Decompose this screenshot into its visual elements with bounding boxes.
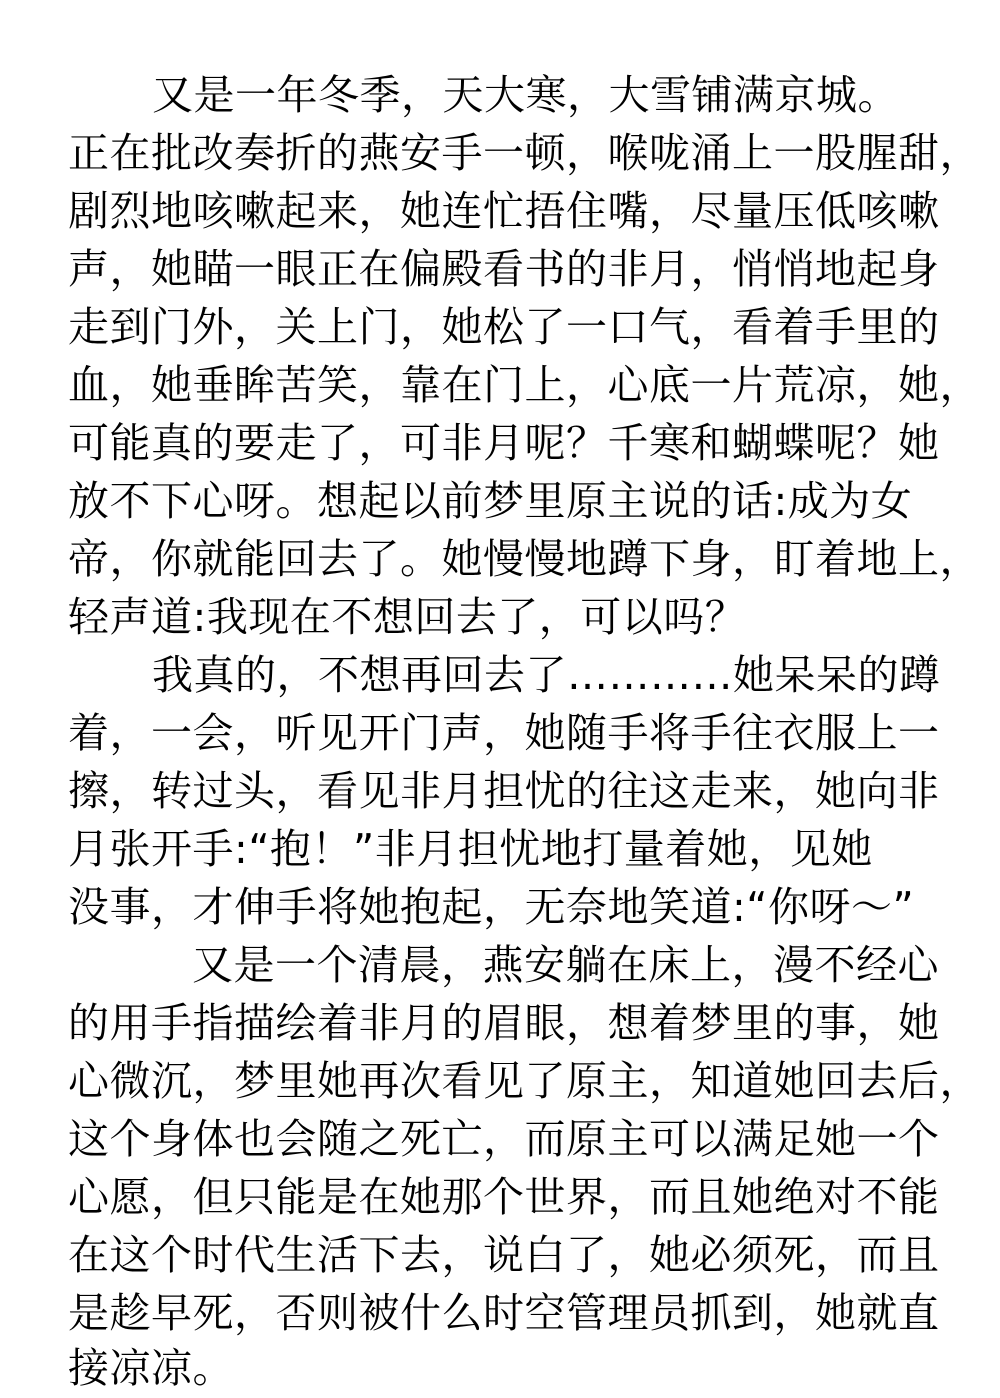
- text-line-18: 心微沉，梦里她再次看见了原主，知道她回去后，: [68, 1057, 981, 1105]
- text-line-9: 帝，你就能回去了。她慢慢地蹲下身，盯着地上，: [68, 535, 981, 583]
- text-line-20: 心愿，但只能是在她那个世界，而且她绝对不能: [68, 1173, 940, 1221]
- text-line-11: 我真的，不想再回去了…………她呆呆的蹲: [152, 651, 941, 699]
- text-line-4: 声，她瞄一眼正在偏殿看书的非月，悄悄地起身: [68, 245, 940, 293]
- text-line-21: 在这个时代生活下去，说白了，她必须死，而且: [68, 1231, 940, 1279]
- text-line-1: 又是一年冬季，天大寒，大雪铺满京城。: [152, 71, 899, 119]
- text-line-2: 正在批改奏折的燕安手一顿，喉咙涌上一股腥甜，: [68, 129, 981, 177]
- text-line-16: 又是一个清晨，燕安躺在床上，漫不经心: [192, 941, 939, 989]
- text-line-8: 放不下心呀。想起以前梦里原主说的话:成为女: [68, 477, 913, 525]
- text-line-17: 的用手指描绘着非月的眉眼，想着梦里的事，她: [68, 999, 940, 1047]
- text-line-22: 是趁早死，否则被什么时空管理员抓到，她就直: [68, 1289, 940, 1337]
- text-line-3: 剧烈地咳嗽起来，她连忙捂住嘴，尽量压低咳嗽: [68, 187, 940, 235]
- text-line-6: 血，她垂眸苦笑，靠在门上，心底一片荒凉，她，: [68, 361, 981, 409]
- text-line-5: 走到门外，关上门，她松了一口气，看着手里的: [68, 303, 940, 351]
- text-line-23: 接凉凉。: [68, 1344, 234, 1392]
- text-line-10: 轻声道:我现在不想回去了，可以吗？: [68, 593, 747, 641]
- text-line-14: 月张开手:“抱！”非月担忧地打量着她，见她: [68, 825, 873, 873]
- text-line-7: 可能真的要走了，可非月呢？千寒和蝴蝶呢？她: [68, 419, 940, 467]
- text-line-15: 没事，才伸手将她抱起，无奈地笑道:“你呀～”: [68, 883, 915, 931]
- text-line-19: 这个身体也会随之死亡，而原主可以满足她一个: [68, 1115, 940, 1163]
- text-line-12: 着，一会，听见开门声，她随手将手往衣服上一: [68, 709, 940, 757]
- text-line-13: 擦，转过头，看见非月担忧的往这走来，她向非: [68, 767, 940, 815]
